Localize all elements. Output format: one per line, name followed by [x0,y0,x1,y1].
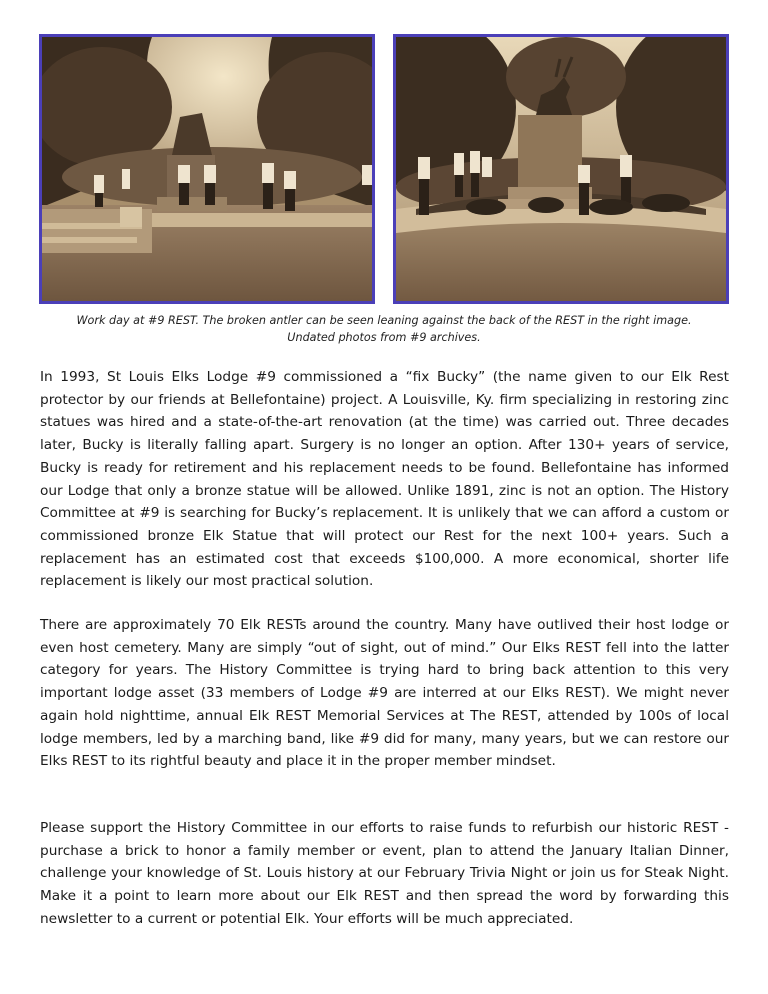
photo-right-image [396,37,726,301]
caption-line-2: Undated photos from #9 archives. [287,331,481,344]
photo-right [393,34,729,304]
photo-left [39,34,375,304]
photo-left-image [42,37,372,301]
paragraph-bucky-replacement: In 1993, St Louis Elks Lodge #9 commissioned a “fix Bucky” (the name given to our Elk Rest protector by our friends at Bellefontaine) project. A Louisville, Ky. firm specializing in restoring zinc statues was hired and a state-of-the-art renovation (at the time) was carried out. Three decades later, Bucky is literally falling apart. Surgery is no longer an option. After 130+ years of service, Bucky is ready for retirement and his replacement needs to be found. Bellefontaine has informed our Lodge that only a bronze statue will be allowed. Unlike 1891, zinc is not an option. The History Committee at #9 is searching for Bucky’s replacement. It is unlikely that we can afford a custom or commissioned bronze Elk Statue that will protect our Rest for the next 100+ years. Such a replacement has an estimated cost that exceeds $100,000. A more economical, shorter life replacement is likely our most practical solution. [40,369,729,590]
photo-strip [39,34,729,304]
photo-caption [39,312,729,346]
paragraph-support-appeal: Please support the History Committee in our efforts to raise funds to refurbish our historic REST - purchase a brick to honor a family member or event, plan to attend the January Italian Dinner, challenge your knowledge of St. Louis history at our February Trivia Night or join us for Steak Night. Make it a point to learn more about our Elk REST and then spread the word by forwarding this newsletter to a current or potential Elk. Your efforts will be much appreciated. [40,820,729,927]
paragraph-elk-rests: There are approximately 70 Elk RESTs around the country. Many have outlived their host lodge or even host cemetery. Many are simply “out of sight, out of mind.” Our Elks REST fell into the latter category for years. The History Committee is trying hard to bring back attention to this very important lodge asset (33 members of Lodge #9 are interred at our Elks REST). We might never again hold nighttime, annual Elk REST Memorial Services at The REST, attended by 100s of local lodge members, led by a marching band, like #9 did for many, many years, but we can restore our Elks REST to its rightful beauty and place it in the proper member mindset. [40,617,729,770]
caption-line-1: Work day at #9 REST. The broken antler can be seen leaning against the back of the REST in the right image. [76,314,692,327]
